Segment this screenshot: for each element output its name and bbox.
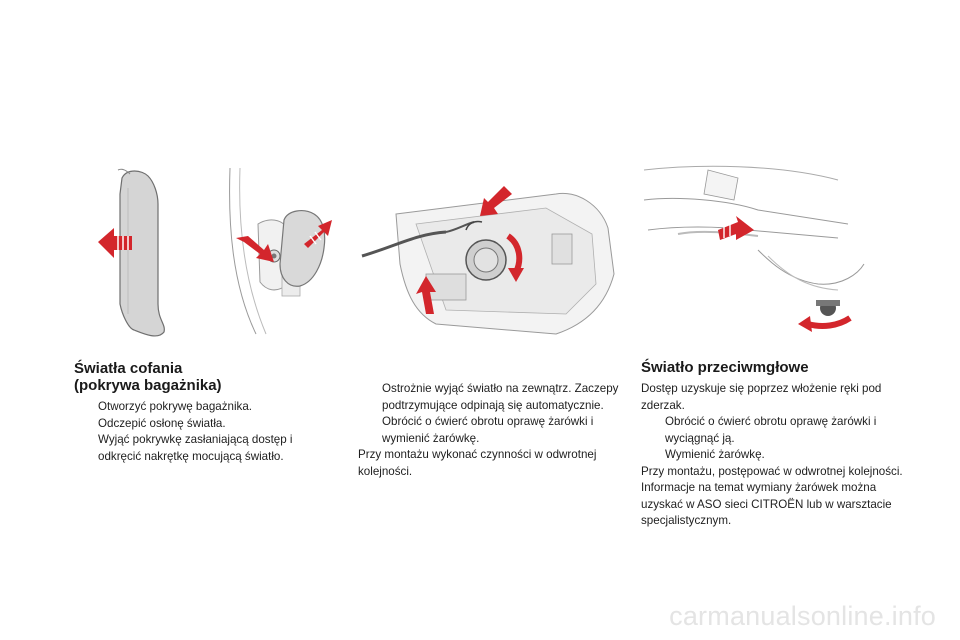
list-item: Obrócić o ćwierć obrotu oprawę żarówki i wyciągnąć ją. [665, 415, 877, 445]
section2-steps [358, 381, 620, 480]
list-item: Odczepić osłonę światła. [98, 416, 226, 430]
reassembly-note: Przy montażu, postępować w odwrotnej kolejności. [641, 464, 903, 478]
access-intro: Dostęp uzyskuje się poprzez włożenie ręki pod zderzak. [641, 382, 882, 412]
section3-steps [641, 381, 903, 530]
title-line-1: Światła cofania [74, 360, 183, 377]
list-item: Wyjąć pokrywkę zasłaniającą dostęp i odkręcić nakrętkę mocującą światło. [98, 433, 293, 463]
reassembly-note: Przy montażu wykonać czynności w odwrotnej kolejności. [358, 448, 597, 478]
illustration-fog-lamp [638, 160, 868, 336]
illustration-cap-removal [226, 164, 338, 340]
title-line-2: (pokrywa bagażnika) [74, 377, 222, 394]
list-item: Otworzyć pokrywę bagażnika. [98, 400, 253, 413]
info-note: Informacje na temat wymiany żarówek można uzyskać w ASO sieci CITROËN lub w warsztacie specjalistycznym. [641, 481, 892, 527]
section-title-fog-lamp: Światło przeciwmgłowe [641, 359, 809, 376]
watermark: carmanualsonline.info [669, 601, 936, 631]
illustration-lamp-housing [356, 164, 618, 348]
list-item: Obrócić o ćwierć obrotu oprawę żarówki i wymienić żarówkę. [382, 415, 594, 445]
rotate-arrow-icon [798, 316, 850, 332]
section1-steps [74, 399, 324, 465]
illustration-cover-removal [92, 164, 182, 340]
arrow-diagonal-down-icon [718, 216, 754, 240]
section-title-reverse-lights [74, 360, 222, 394]
list-item: Wymienić żarówkę. [665, 448, 765, 461]
list-item: Ostrożnie wyjąć światło na zewnątrz. Zaczepy podtrzymujące odpinają się automatycznie. [382, 382, 619, 412]
